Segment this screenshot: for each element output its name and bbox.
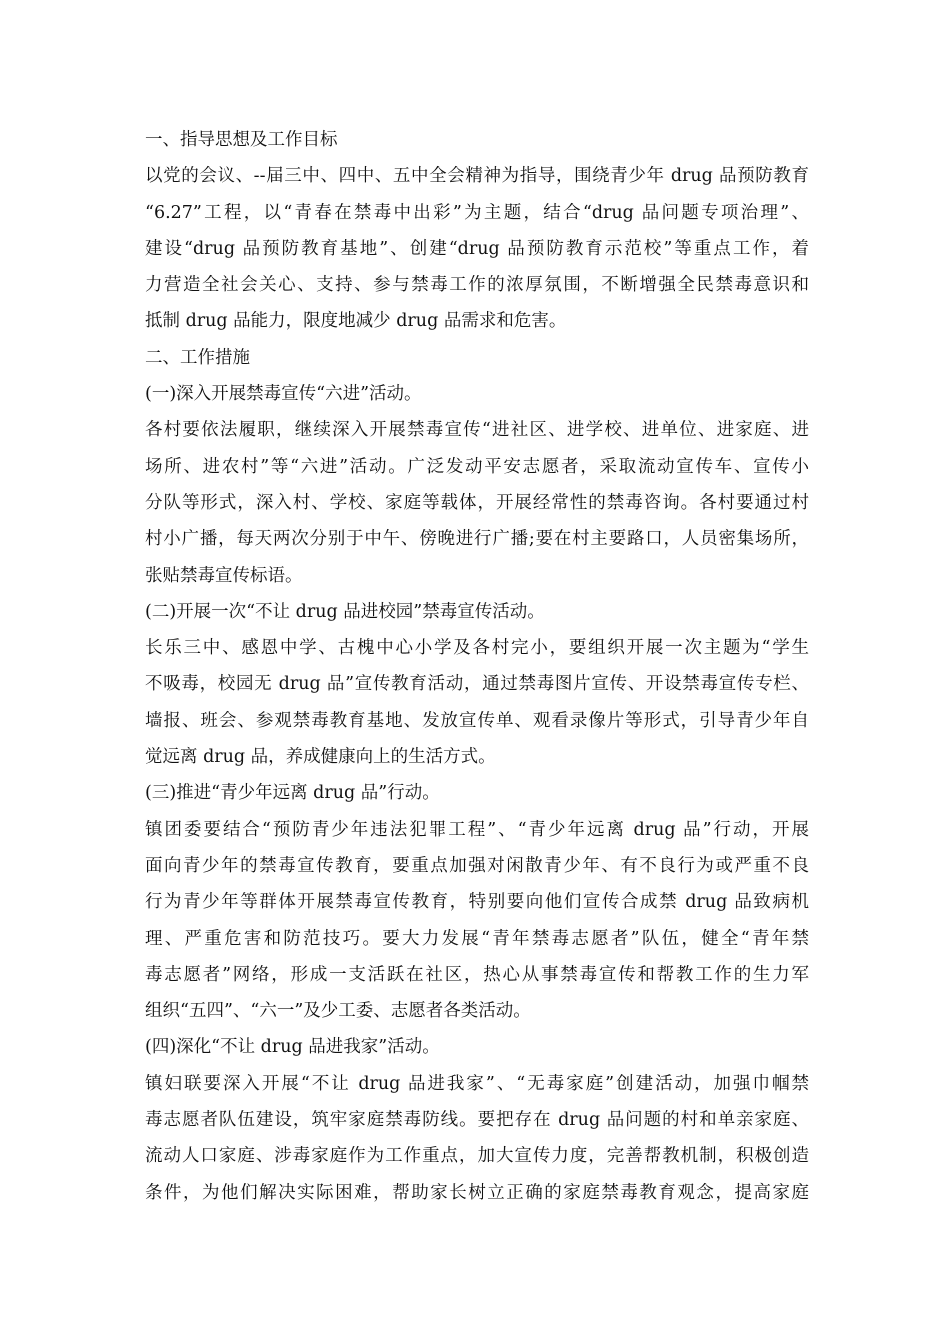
- text-line: 毒志愿者队伍建设，筑牢家庭禁毒防线。要把存在 drug 品问题的村和单亲家庭、: [145, 1110, 809, 1131]
- text-line: 觉远离 drug 品，养成健康向上的生活方式。: [145, 747, 496, 768]
- text-line: 各村要依法履职，继续深入开展禁毒宣传“进社区、进学校、进单位、进家庭、进: [145, 420, 809, 441]
- text-line: 以党的会议、--届三中、四中、五中全会精神为指导，围绕青少年 drug 品预防教育: [145, 166, 809, 187]
- text-line: 面向青少年的禁毒宣传教育，要重点加强对闲散青少年、有不良行为或严重不良: [145, 855, 809, 876]
- text-line: 分队等形式，深入村、学校、家庭等载体，开展经常性的禁毒咨询。各村要通过村: [145, 492, 809, 513]
- text-line: 张贴禁毒宣传标语。: [145, 565, 303, 586]
- text-line: 建设“drug 品预防教育基地”、创建“drug 品预防教育示范校”等重点工作，着: [145, 238, 809, 259]
- text-line: 抵制 drug 品能力，限度地减少 drug 品需求和危害。: [145, 311, 567, 332]
- text-line: 镇团委要结合“预防青少年违法犯罪工程”、“青少年远离 drug 品”行动，开展: [145, 819, 809, 840]
- text-line: 不吸毒，校园无 drug 品”宣传教育活动，通过禁毒图片宣传、开设禁毒宣传专栏、: [145, 674, 809, 695]
- heading-work-measures: 二、工作措施: [145, 347, 250, 368]
- subheading-2: (二)开展一次“不让 drug 品进校园”禁毒宣传活动。: [145, 601, 545, 622]
- subheading-4: (四)深化“不让 drug 品进我家”活动。: [145, 1037, 440, 1058]
- text-line: 毒志愿者”网络，形成一支活跃在社区，热心从事禁毒宣传和帮教工作的生力军: [145, 964, 809, 985]
- text-line: 组织“五四”、“六一”及少工委、志愿者各类活动。: [145, 1001, 531, 1022]
- heading-guiding-ideology: 一、指导思想及工作目标: [145, 130, 338, 150]
- text-line: 条件，为他们解决实际困难，帮助家长树立正确的家庭禁毒教育观念，提高家庭: [145, 1182, 809, 1203]
- text-line: 理、严重危害和防范技巧。要大力发展“青年禁毒志愿者”队伍，健全“青年禁: [145, 928, 809, 949]
- subheading-1: (一)深入开展禁毒宣传“六进”活动。: [145, 384, 422, 405]
- text-line: 镇妇联要深入开展“不让 drug 品进我家”、“无毒家庭”创建活动，加强巾帼禁: [145, 1073, 809, 1094]
- document-body: [145, 122, 809, 1211]
- text-line: 长乐三中、感恩中学、古槐中心小学及各村完小，要组织开展一次主题为“学生: [145, 638, 809, 659]
- text-line: 行为青少年等群体开展禁毒宣传教育，特别要向他们宣传合成禁 drug 品致病机: [145, 892, 809, 913]
- text-line: 村小广播，每天两次分别于中午、傍晚进行广播;要在村主要路口，人员密集场所，: [145, 529, 809, 550]
- text-line: “6.27”工程，以“青春在禁毒中出彩”为主题，结合“drug 品问题专项治理”、: [145, 202, 809, 223]
- text-line: 流动人口家庭、涉毒家庭作为工作重点，加大宣传力度，完善帮教机制，积极创造: [145, 1146, 809, 1167]
- text-line: 场所、进农村”等“六进”活动。广泛发动平安志愿者，采取流动宣传车、宣传小: [145, 456, 809, 477]
- text-line: 墙报、班会、参观禁毒教育基地、发放宣传单、观看录像片等形式，引导青少年自: [145, 710, 809, 731]
- text-line: 力营造全社会关心、支持、参与禁毒工作的浓厚氛围，不断增强全民禁毒意识和: [145, 275, 809, 296]
- subheading-3: (三)推进“青少年远离 drug 品”行动。: [145, 783, 440, 804]
